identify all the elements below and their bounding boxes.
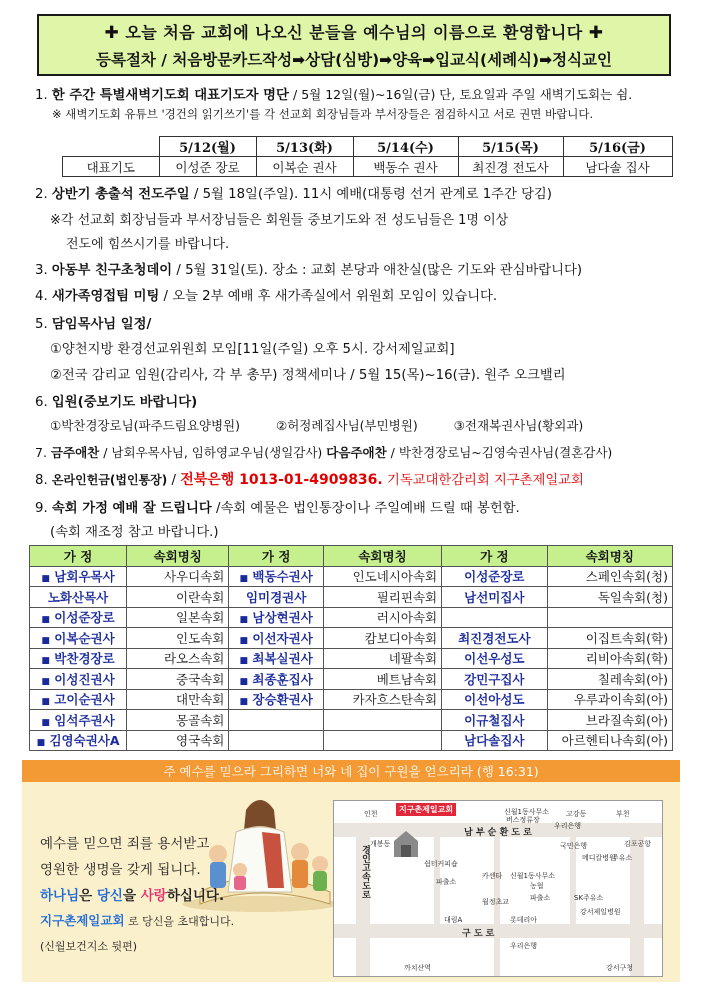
cell-group-name: 중국속회 xyxy=(127,669,229,690)
notice-number: 5. xyxy=(35,317,48,332)
bullet-icon: ■ xyxy=(41,656,50,667)
household-cell xyxy=(229,607,324,628)
map-place-label: 대림A xyxy=(444,916,463,924)
notice-title: 담임목사님 일정/ xyxy=(51,317,152,332)
household-name: 박찬경장로 xyxy=(54,651,115,667)
cell-group-name xyxy=(547,607,672,628)
cell-group-name: 칠레속회(아) xyxy=(547,669,672,690)
column-header: 가 정 xyxy=(229,546,324,567)
notice-9-note: (속회 재조정 참고 바랍니다.) xyxy=(50,525,219,540)
invitation-line-2: 영원한 생명을 갖게 됩니다. xyxy=(40,862,201,878)
notice-9 xyxy=(35,497,520,516)
notice-2 xyxy=(35,183,552,202)
cell-group-name: 몽골속회 xyxy=(127,710,229,731)
church-location-map xyxy=(333,800,663,977)
household-name: 노화산목사 xyxy=(47,589,109,605)
cell-group-name: 사우디속회 xyxy=(127,566,229,587)
household-cell xyxy=(229,669,324,690)
household-name: 강민구집사 xyxy=(464,671,525,687)
map-place-label: 메디칼병원 xyxy=(582,854,616,862)
map-place-label: 부천 xyxy=(616,810,630,818)
invitation-line-1: 예수를 믿으면 죄를 용서받고 xyxy=(40,836,210,852)
schedule-day: 5/12(월) xyxy=(159,137,256,157)
schedule-row-label: 대표기도 xyxy=(63,157,160,177)
cell-group-name: 네팔속회 xyxy=(323,648,441,669)
household-cell xyxy=(30,710,127,731)
household-cell xyxy=(442,730,547,751)
notice-title: 다음주애찬 xyxy=(326,445,387,460)
notice-number: 4. xyxy=(35,289,48,304)
map-place-label: 우리은행 xyxy=(510,942,538,950)
table-row xyxy=(30,607,673,628)
pastor-schedule-item: ②전국 감리교 임원(감리사, 각 부 총무) 정책세미나 / 5월 15(목)~16(금). 원주 오크밸리 xyxy=(50,368,566,383)
map-place-label: 신월1동사무소 xyxy=(504,808,550,816)
cell-group-name: 대만속회 xyxy=(127,689,229,710)
hospital-entry: ②허정례집사님(부민병원) xyxy=(275,418,418,433)
household-cell xyxy=(30,689,127,710)
cell-group-name: 러시아속회 xyxy=(323,607,441,628)
notice-title: 속회 가정 예배 잘 드립니다 xyxy=(51,501,212,516)
table-row xyxy=(30,689,673,710)
column-header: 가 정 xyxy=(442,546,547,567)
household-name: 임석주권사 xyxy=(54,712,115,728)
map-place-label: 파출소 xyxy=(436,878,457,886)
household-name: 남회우목사 xyxy=(54,569,115,585)
household-cell xyxy=(229,648,324,669)
bullet-icon: ■ xyxy=(239,697,249,708)
notice-title: 입원(중보기도 바랍니다) xyxy=(51,395,198,410)
map-road-label: 구 도 로 xyxy=(462,929,495,939)
notice-title: 한 주간 특별새벽기도회 대표기도자 명단 xyxy=(51,88,289,103)
table-row xyxy=(30,648,673,669)
location-note: (신월보건지소 뒷편) xyxy=(40,940,138,953)
household-name: 이선우성도 xyxy=(464,651,525,667)
notice-text: / 오늘 2부 예배 후 새가족실에서 위원회 모임이 있습니다. xyxy=(163,289,498,304)
map-place-label: 국민은행 xyxy=(560,842,588,850)
household-name: 최복실권사 xyxy=(252,651,313,667)
household-cell xyxy=(30,648,127,669)
household-cell xyxy=(229,689,324,710)
cell-group-name xyxy=(323,730,441,751)
household-name: 임미경권사 xyxy=(245,589,307,605)
text-fragment: 을 xyxy=(122,888,141,904)
cell-group-name: 우루과이속회(아) xyxy=(547,689,672,710)
bullet-icon: ■ xyxy=(36,738,46,749)
cell-group-name: 인도속회 xyxy=(127,628,229,649)
cell-group-name: 독일속회(청) xyxy=(547,587,672,608)
household-cell xyxy=(229,587,324,608)
cell-table-header xyxy=(30,546,673,567)
household-name: 최종훈집사 xyxy=(252,671,313,687)
household-name: 남선미집사 xyxy=(464,589,525,605)
household-name: 이복순권사 xyxy=(54,630,115,646)
cell-group-name: 베트남속회 xyxy=(323,669,441,690)
map-place-label: 월정초교 xyxy=(482,898,510,906)
cell-group-name: 이란속회 xyxy=(127,587,229,608)
household-cell xyxy=(30,607,127,628)
church-name: 지구촌제일교회 xyxy=(40,913,125,928)
cell-group-table xyxy=(29,545,673,751)
schedule-day: 5/13(화) xyxy=(256,137,353,157)
household-name: 김영숙권사A xyxy=(49,733,120,749)
cell-group-name: 리비아속회(학) xyxy=(547,648,672,669)
map-place-label: 고강동 xyxy=(566,810,587,818)
text-fragment: 로 당신을 초대합니다. xyxy=(124,915,235,928)
invitation-line-4 xyxy=(40,911,234,929)
welcome-line xyxy=(39,16,669,47)
notice-text: / 박찬경장로님~김영숙권사님(결혼감사) xyxy=(390,445,613,460)
welcome-text: 오늘 처음 교회에 나오신 분들을 예수님의 이름으로 환영합니다 xyxy=(125,23,583,42)
map-place-label: 버스정류장 xyxy=(506,816,540,824)
cell-group-name: 카자흐스탄속회 xyxy=(323,689,441,710)
map-church-label: 지구촌제일교회 xyxy=(396,803,456,816)
household-name: 이선아성도 xyxy=(464,692,525,708)
column-header: 속회명칭 xyxy=(127,546,229,567)
table-row xyxy=(30,730,673,751)
map-place-label: 신월1동사무소 xyxy=(510,872,556,880)
bullet-icon: ■ xyxy=(41,676,50,687)
household-name: 이성준장로 xyxy=(464,569,525,585)
notice-number: 3. xyxy=(35,263,48,278)
schedule-day: 5/14(수) xyxy=(353,137,458,157)
map-place-label: 파출소 xyxy=(530,894,551,902)
notice-number: 8. xyxy=(35,473,48,488)
cell-group-name: 이집트속회(학) xyxy=(547,628,672,649)
hospital-entry: ③전재복권사님(황외과) xyxy=(453,418,584,433)
cell-group-name: 영국속회 xyxy=(127,730,229,751)
notice-text: /속회 예물은 법인통장이나 주일예배 드릴 때 봉헌함. xyxy=(215,501,520,516)
bullet-icon: ■ xyxy=(239,574,249,585)
household-cell xyxy=(229,566,324,587)
highlight-love: 사랑 xyxy=(140,888,167,904)
cell-group-name xyxy=(323,710,441,731)
notice-8 xyxy=(35,469,584,489)
cell-table-body xyxy=(30,566,673,751)
notice-title: 금주애찬 xyxy=(50,445,100,460)
notice-2-note: 전도에 힘쓰시기를 바랍니다. xyxy=(66,237,230,252)
household-name: 남상현권사 xyxy=(252,610,313,626)
table-row xyxy=(30,669,673,690)
notice-number: 1. xyxy=(35,88,48,103)
notice-title: 아동부 친구초청데이 xyxy=(51,263,173,278)
household-cell xyxy=(229,730,324,751)
map-place-label: 까치산역 xyxy=(404,964,432,972)
cell-group-name: 스페인속회(청) xyxy=(547,566,672,587)
schedule-leader: 이성준 장로 xyxy=(159,157,256,177)
cell-group-name: 브라질속회(아) xyxy=(547,710,672,731)
notice-title: 새가족영접팀 미팅 xyxy=(51,289,160,304)
table-row xyxy=(30,566,673,587)
notice-title: 상반기 총출석 전도주일 xyxy=(51,187,190,202)
household-name: 백동수권사 xyxy=(252,569,313,585)
bank-account: 전북은행 1013-01-4909836. xyxy=(180,472,383,488)
map-place-label: 농협 xyxy=(530,882,544,890)
notice-number: 9. xyxy=(35,501,48,516)
bullet-icon: ■ xyxy=(41,574,50,585)
household-cell xyxy=(442,566,547,587)
prayer-schedule-table xyxy=(62,136,673,177)
household-name: 남다솔집사 xyxy=(464,733,525,749)
highlight-god: 하나님 xyxy=(40,888,80,904)
household-cell xyxy=(30,587,127,608)
map-place-label: 인천 xyxy=(364,810,378,818)
household-name: 고이순권사 xyxy=(54,692,115,708)
bullet-icon: ■ xyxy=(239,676,249,687)
household-name: 이규철집사 xyxy=(464,712,525,728)
bullet-icon: ■ xyxy=(239,656,249,667)
welcome-banner xyxy=(37,14,671,76)
household-cell xyxy=(442,628,547,649)
text-fragment: 하십니다. xyxy=(166,888,225,904)
map-place-label: 우리은행 xyxy=(554,822,582,830)
notice-number: 7. xyxy=(35,445,47,460)
bullet-icon: ■ xyxy=(41,615,50,626)
schedule-leader: 이복순 권사 xyxy=(256,157,353,177)
schedule-leader: 최진경 전도사 xyxy=(458,157,563,177)
text-fragment: 은 xyxy=(79,888,97,904)
household-cell xyxy=(442,710,547,731)
household-name: 장승환권사 xyxy=(252,692,313,708)
bullet-icon: ■ xyxy=(239,635,249,646)
notice-text: / 5월 12일(월)~16일(금) 단, 토요일과 주일 새벽기도회는 쉼. xyxy=(293,87,633,102)
household-cell xyxy=(30,730,127,751)
cell-group-name: 필리핀속회 xyxy=(323,587,441,608)
notice-1 xyxy=(35,84,632,103)
bullet-icon: ■ xyxy=(41,697,50,708)
map-place-label: SK주유소 xyxy=(574,894,604,902)
notice-number: 2. xyxy=(35,187,48,202)
notice-title: 온라인헌금(법인통장) xyxy=(51,473,168,487)
bullet-icon: ■ xyxy=(41,635,50,646)
cell-group-name: 라오스속회 xyxy=(127,648,229,669)
notice-separator: / xyxy=(171,473,176,488)
map-place-label: 개봉동 xyxy=(370,840,391,848)
bullet-icon: ■ xyxy=(239,615,249,626)
map-place-label: 강서제일병원 xyxy=(580,908,621,916)
table-row xyxy=(30,628,673,649)
household-name: 최진경전도사 xyxy=(458,630,531,646)
schedule-day: 5/15(목) xyxy=(458,137,563,157)
column-header: 속회명칭 xyxy=(323,546,441,567)
map-place-label: 카센타 xyxy=(482,872,503,880)
map-road-label: 경인고속도로 xyxy=(360,845,370,899)
household-name: 이성진권사 xyxy=(54,671,115,687)
household-cell xyxy=(442,669,547,690)
household-cell xyxy=(229,628,324,649)
household-cell xyxy=(30,566,127,587)
map-place-label: 강서구청 xyxy=(606,964,634,972)
schedule-leader: 백동수 권사 xyxy=(353,157,458,177)
map-place-label: 롯데리아 xyxy=(510,916,538,924)
invitation-line-3 xyxy=(40,884,224,904)
household-cell xyxy=(229,710,324,731)
notice-3 xyxy=(35,259,582,278)
notice-text: / 5월 31일(토). 장소 : 교회 본당과 애찬실(많은 기도와 관심바랍니다) xyxy=(176,263,583,278)
cell-group-name: 인도네시아속회 xyxy=(323,566,441,587)
schedule-header-row xyxy=(63,137,673,157)
bible-verse: 주 예수를 믿으라 그리하면 너와 네 집이 구원을 얻으리라 (행 16:31) xyxy=(163,764,539,779)
notice-number: 6. xyxy=(35,395,48,410)
cell-group-name: 캄보디아속회 xyxy=(323,628,441,649)
bullet-icon: ■ xyxy=(41,717,50,728)
notice-1-note: ※ 새벽기도회 유튜브 '경건의 읽기쓰기'를 각 선교회 회장님들과 부서장들은 점검하시고 서로 권면 바랍니다. xyxy=(52,107,594,121)
household-cell xyxy=(30,669,127,690)
notice-7 xyxy=(35,443,612,461)
hospital-list xyxy=(50,416,583,434)
highlight-you: 당신 xyxy=(96,888,123,904)
map-place-label: 김포공항 xyxy=(624,840,652,848)
hospital-entry: ①박찬경장로님(파주드림요양병원) xyxy=(50,418,241,433)
table-row xyxy=(30,587,673,608)
column-header: 속회명칭 xyxy=(547,546,672,567)
column-header: 가 정 xyxy=(30,546,127,567)
schedule-corner xyxy=(63,137,160,157)
notice-2-note: ※각 선교회 회장님들과 부서장님들은 회원들 중보기도와 전 성도님들은 1명 이상 xyxy=(50,213,509,228)
notice-text: / 5월 18일(주일). 11시 예배(대통령 선거 관계로 1주간 당김) xyxy=(193,187,552,202)
cell-group-name: 아르헨티나속회(아) xyxy=(547,730,672,751)
cell-group-name: 일본속회 xyxy=(127,607,229,628)
table-row xyxy=(30,710,673,731)
household-cell xyxy=(442,607,547,628)
notice-6 xyxy=(35,391,197,410)
notice-text: / 남회우목사님, 임하영교우님(생일감사) xyxy=(103,445,323,460)
schedule-day: 5/16(금) xyxy=(563,137,672,157)
account-holder: 기독교대한감리회 지구촌제일교회 xyxy=(386,473,584,488)
registration-steps: 등록절차 / 처음방문카드작성➡상담(심방)➡양육➡입교식(세례식)➡정식교인 xyxy=(96,51,612,69)
map-place-label: 쉼터커피숍 xyxy=(424,860,458,868)
household-cell xyxy=(442,689,547,710)
notice-4 xyxy=(35,285,497,304)
household-cell xyxy=(30,628,127,649)
cross-icon: ✚ xyxy=(588,23,604,43)
household-name: 이성준장로 xyxy=(54,610,115,626)
map-place-label: 주유소 xyxy=(612,854,633,862)
household-name: 이선자권사 xyxy=(252,630,313,646)
schedule-leader: 남다솔 집사 xyxy=(563,157,672,177)
notice-5 xyxy=(35,313,151,332)
household-cell xyxy=(442,587,547,608)
pastor-schedule-item: ①양천지방 환경선교위원회 모임[11일(주일) 오후 5시. 강서제일교회] xyxy=(50,342,455,357)
map-road-label: 남 부 순 환 도 로 xyxy=(464,828,532,838)
schedule-leader-row xyxy=(63,157,673,177)
household-cell xyxy=(442,648,547,669)
cross-icon: ✚ xyxy=(104,23,120,43)
